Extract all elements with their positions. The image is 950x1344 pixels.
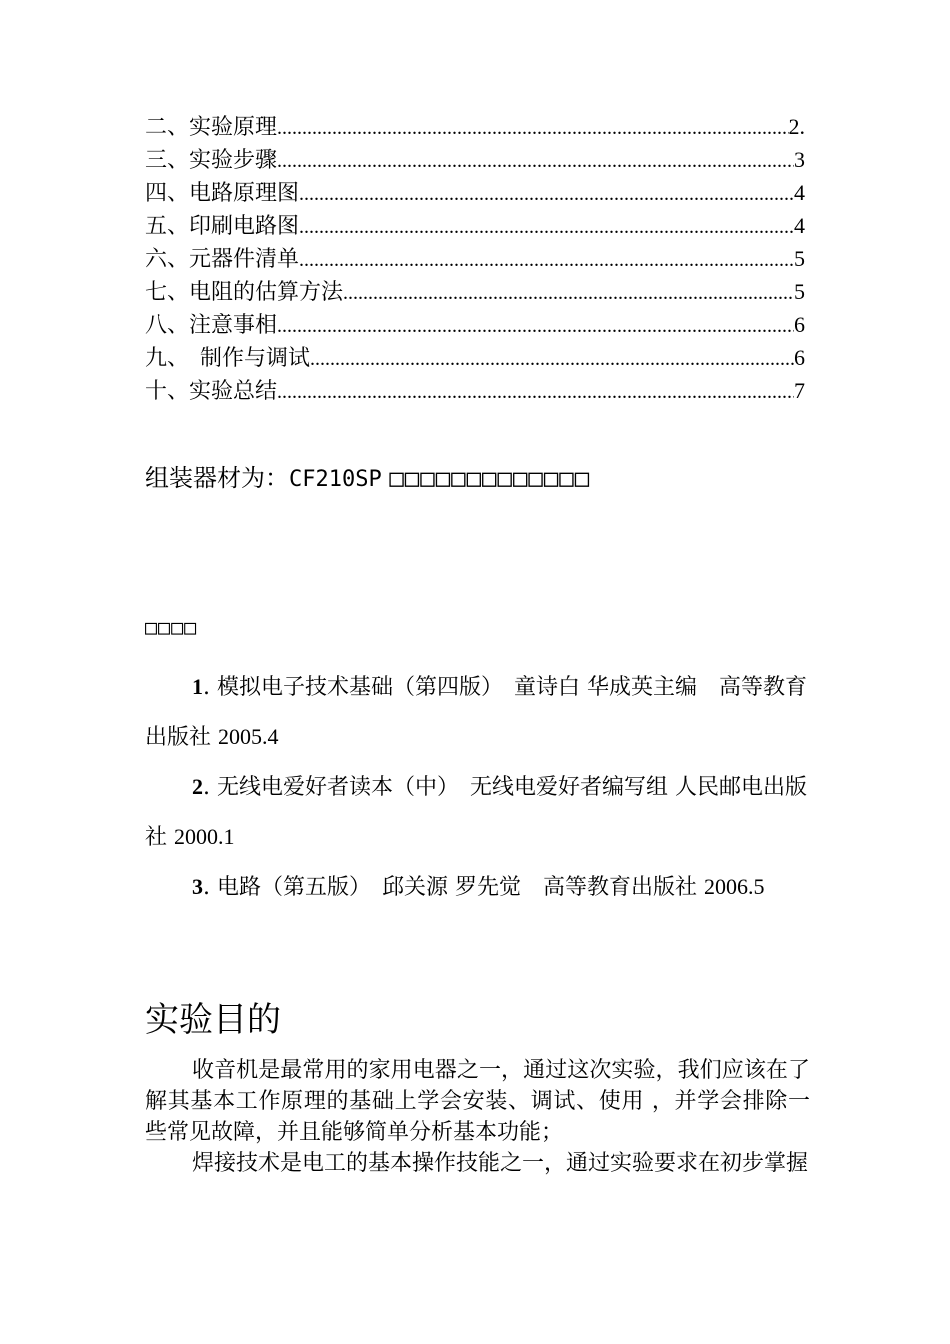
toc-entry bbox=[145, 209, 805, 242]
toc-entry bbox=[145, 308, 805, 341]
reference-item bbox=[145, 862, 810, 912]
toc-entry-page: 3 bbox=[794, 147, 805, 172]
toc-leader-dots bbox=[299, 244, 794, 277]
references-heading: □□□□ bbox=[145, 615, 198, 639]
reference-number: 3 bbox=[192, 874, 203, 899]
toc-entry bbox=[145, 275, 805, 308]
table-of-contents bbox=[145, 110, 805, 407]
toc-leader-dots bbox=[277, 376, 794, 409]
toc-entry bbox=[145, 242, 805, 275]
reference-item bbox=[145, 762, 810, 862]
toc-leader-dots bbox=[299, 211, 794, 244]
body-paragraph: 焊接技术是电工的基本操作技能之一，通过实验要求在初步掌握 bbox=[192, 1151, 809, 1176]
reference-year: 2000.1 bbox=[174, 824, 235, 849]
toc-leader-dots bbox=[299, 178, 794, 211]
toc-entry-page: 4 bbox=[794, 213, 805, 238]
reference-text: . 无线电爱好者读本（中） 无线电爱好者编写组 人民邮电出版社 bbox=[145, 775, 807, 850]
toc-entry-title: 十、实验总结 bbox=[145, 379, 278, 404]
toc-entry bbox=[145, 110, 805, 143]
equipment-model: CF210SP bbox=[289, 467, 382, 492]
toc-entry bbox=[145, 374, 805, 407]
toc-leader-dots bbox=[277, 310, 794, 343]
toc-entry-title: 五、印刷电路图 bbox=[145, 214, 300, 239]
reference-number: 1 bbox=[192, 674, 203, 699]
equipment-garbled-text: □□□□□□□□□□□□□ bbox=[389, 464, 591, 492]
references-list bbox=[145, 662, 810, 912]
reference-item bbox=[145, 662, 810, 762]
equipment-label: 组装器材为： bbox=[145, 464, 289, 492]
toc-entry-title: 九、 制作与调试 bbox=[145, 346, 311, 371]
toc-entry-title: 二、实验原理 bbox=[145, 115, 278, 140]
toc-entry-page: 5 bbox=[794, 246, 805, 271]
reference-text: . 模拟电子技术基础（第四版） 童诗白 华成英主编 高等教育出版社 bbox=[145, 675, 807, 750]
toc-entry bbox=[145, 176, 805, 209]
section-title: 实验目的 bbox=[145, 1000, 281, 1040]
reference-number: 2 bbox=[192, 774, 203, 799]
toc-entry-page: 4 bbox=[794, 180, 805, 205]
toc-entry-title: 三、实验步骤 bbox=[145, 148, 278, 173]
toc-entry-title: 六、元器件清单 bbox=[145, 247, 300, 272]
toc-entry-page: 5 bbox=[794, 279, 805, 304]
equipment-line bbox=[145, 460, 590, 498]
toc-entry-title: 四、电路原理图 bbox=[145, 181, 300, 206]
reference-text: . 电路（第五版） 邱关源 罗先觉 高等教育出版社 bbox=[203, 875, 704, 900]
toc-entry-title: 八、注意事相 bbox=[145, 313, 278, 338]
toc-entry-page: 7 bbox=[794, 378, 805, 403]
toc-leader-dots bbox=[277, 145, 794, 178]
toc-entry bbox=[145, 341, 805, 374]
toc-entry bbox=[145, 143, 805, 176]
toc-entry-page: 6 bbox=[794, 345, 805, 370]
section-body bbox=[145, 1055, 810, 1179]
toc-entry-page: 2. bbox=[788, 114, 805, 139]
toc-leader-dots bbox=[277, 112, 788, 145]
reference-year: 2006.5 bbox=[703, 874, 765, 899]
toc-entry-title: 七、电阻的估算方法 bbox=[145, 280, 344, 305]
toc-entry-page: 6 bbox=[794, 312, 805, 337]
toc-leader-dots bbox=[310, 343, 794, 376]
reference-year: 2005.4 bbox=[218, 724, 279, 749]
toc-leader-dots bbox=[343, 277, 794, 310]
body-paragraph: 收音机是最常用的家用电器之一，通过这次实验，我们应该在了解其基本工作原理的基础上学会安装、调试、使用 ，并学会排除一些常见故障，并且能够简单分析基本功能； bbox=[145, 1058, 810, 1145]
